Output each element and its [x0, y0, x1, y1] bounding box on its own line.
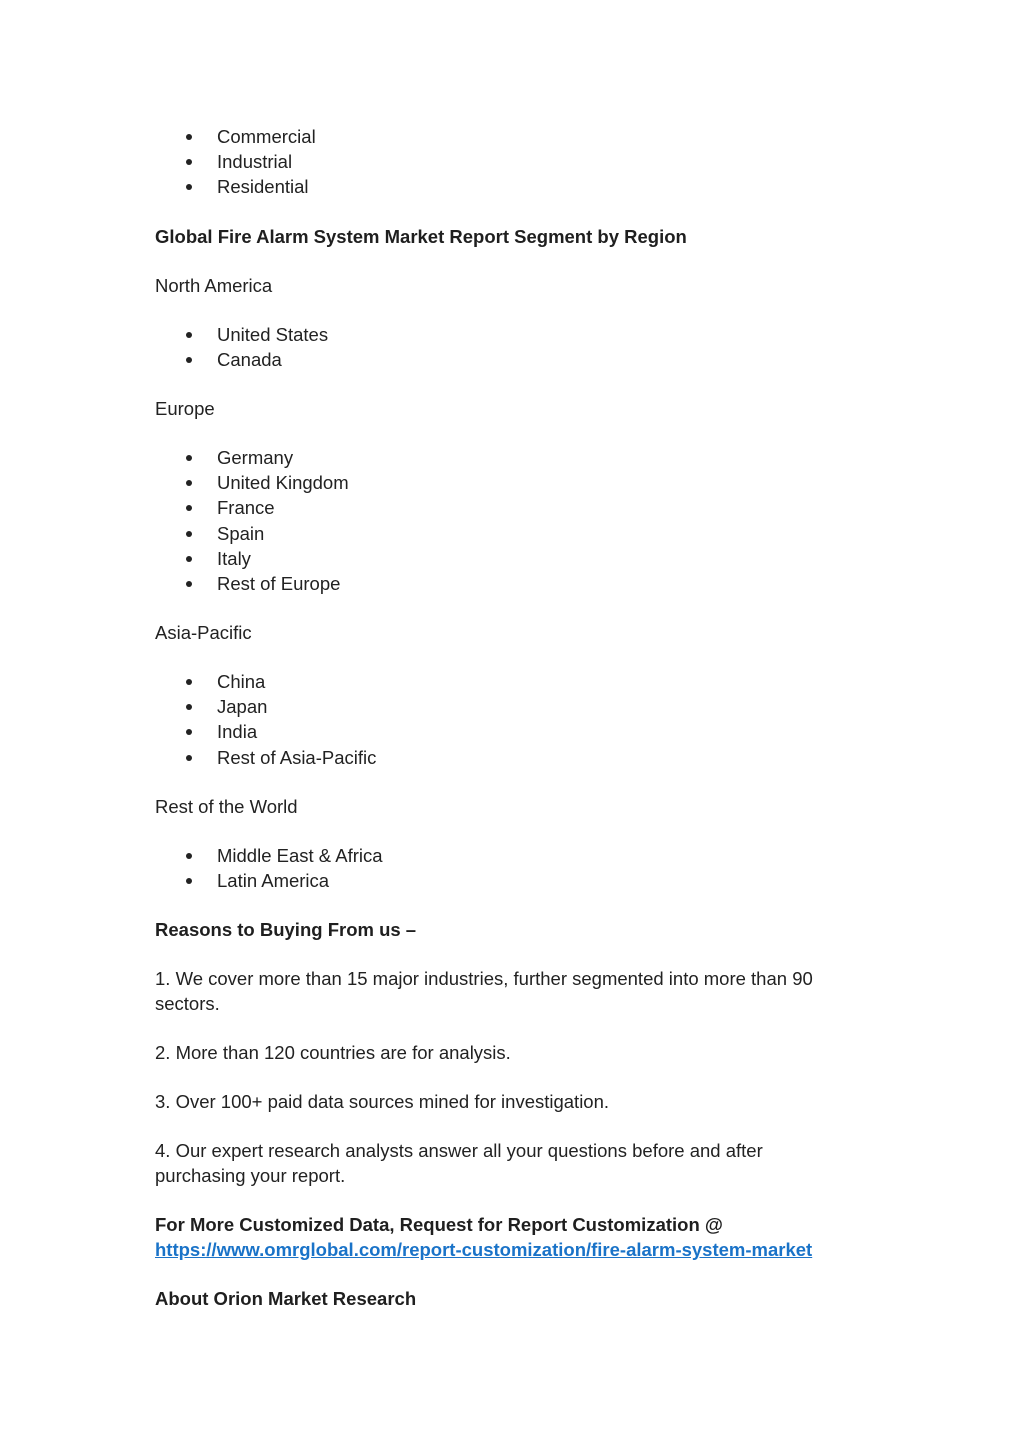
bullet-icon [186, 755, 192, 761]
list-item: Rest of Europe [155, 571, 855, 596]
about-heading: About Orion Market Research [155, 1288, 417, 1310]
list-item: Rest of Asia-Pacific [155, 745, 855, 770]
list-item: Japan [155, 694, 855, 719]
region-name-north-america: North America [155, 274, 273, 296]
list-item: Middle East & Africa [155, 843, 855, 868]
list-item: Residential [155, 174, 855, 199]
reason-2: 2. More than 120 countries are for analysis. [155, 1042, 511, 1064]
bullet-icon [186, 480, 192, 486]
region-heading: Global Fire Alarm System Market Report Segment by Region [155, 225, 687, 247]
europe-list [155, 445, 855, 596]
reason-4: 4. Our expert research analysts answer all your questions before and after purchasing your report. [155, 1140, 763, 1187]
asia-pacific-list [155, 669, 855, 770]
bullet-icon [186, 853, 192, 859]
bullet-icon [186, 531, 192, 537]
bullet-icon [186, 679, 192, 685]
bullet-icon [186, 357, 192, 363]
list-item: United States [155, 322, 855, 347]
north-america-list [155, 322, 855, 372]
bullet-icon [186, 704, 192, 710]
list-item: Spain [155, 521, 855, 546]
reasons-heading: Reasons to Buying From us – [155, 919, 417, 941]
list-item: Italy [155, 546, 855, 571]
reason-1: 1. We cover more than 15 major industries, further segmented into more than 90 sectors. [155, 968, 813, 1015]
region-name-europe: Europe [155, 397, 215, 419]
list-item: United Kingdom [155, 470, 855, 495]
list-item: Canada [155, 347, 855, 372]
customization-link[interactable]: https://www.omrglobal.com/report-customization/fire-alarm-system-market [155, 1239, 813, 1261]
region-name-rest-of-world: Rest of the World [155, 795, 298, 817]
list-item: Commercial [155, 124, 855, 149]
bullet-icon [186, 455, 192, 461]
list-item: Germany [155, 445, 855, 470]
bullet-icon [186, 878, 192, 884]
bullet-icon [186, 729, 192, 735]
list-item: Industrial [155, 149, 855, 174]
bullet-icon [186, 505, 192, 511]
bullet-icon [186, 184, 192, 190]
bullet-icon [186, 556, 192, 562]
region-name-asia-pacific: Asia-Pacific [155, 622, 252, 644]
end-use-list [155, 124, 855, 200]
list-item: India [155, 719, 855, 744]
rest-of-world-list [155, 843, 855, 893]
reason-3: 3. Over 100+ paid data sources mined for investigation. [155, 1091, 610, 1113]
bullet-icon [186, 134, 192, 140]
list-item: Latin America [155, 868, 855, 893]
list-item: China [155, 669, 855, 694]
bullet-icon [186, 332, 192, 338]
bullet-icon [186, 159, 192, 165]
document-page [155, 124, 855, 1311]
customization-heading: For More Customized Data, Request for Report Customization @ [155, 1214, 723, 1236]
list-item: France [155, 495, 855, 520]
bullet-icon [186, 581, 192, 587]
